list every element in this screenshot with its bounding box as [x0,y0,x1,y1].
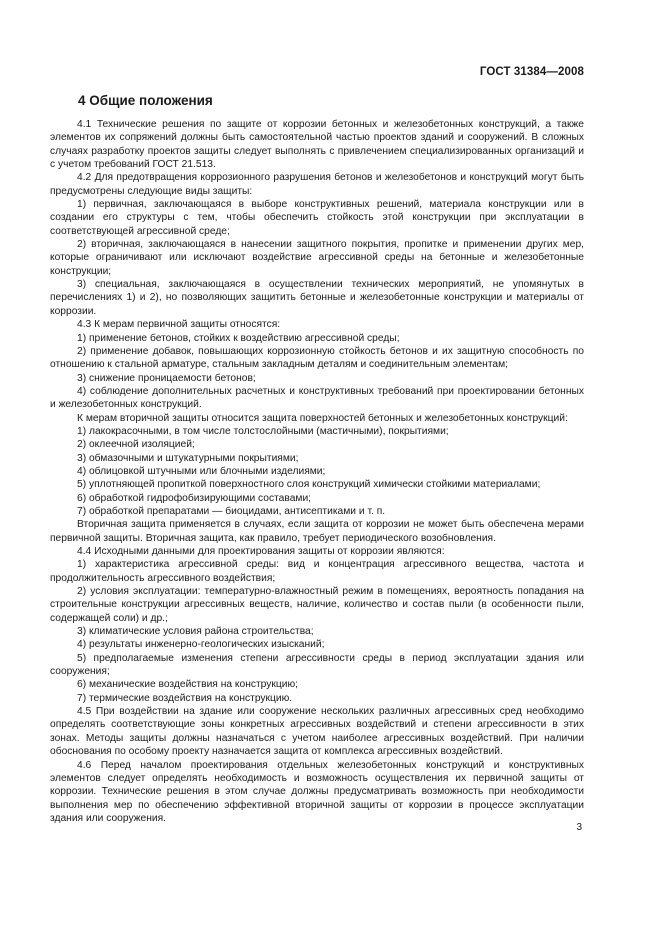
paragraph-4-5: 4.5 При воздействии на здание или сооружение нескольких различных агрессивных сред необходимо определять соответствующие зоны конкретных агрессивных воздействий и степени агрессивности в этих зонах. Методы защиты должны назначаться с учетом наиболее агрессивных воздействий. При наличии обоснования по особому проекту назначается защита от комплекса агрессивных воздействий. [50,706,584,758]
list-item: 2) применение добавок, повышающих коррозионную стойкость бетонов и их защитную способность по отношению к стальной арматуре, стальным закладным деталям и соединительным элементам; [50,345,584,371]
list-item: 3) снижение проницаемости бетонов; [77,372,256,384]
paragraph-4-2: 4.2 Для предотвращения коррозионного разрушения бетонов и железобетонов и конструкций могут быть предусмотрены следующие виды защиты: [50,172,584,197]
list-item: 5) предполагаемые изменения степени агрессивности среды в период эксплуатации здания или сооружения; [50,652,584,678]
paragraph-4-3: 4.3 К мерам первичной защиты относятся: [77,319,281,331]
list-item: 5) уплотняющей пропиткой поверхностного слоя конструкций химически стойкими материалами; [77,479,541,491]
list-item: 3) климатические условия района строительства; [77,626,314,638]
list-item: 4) соблюдение дополнительных расчетных и конструктивных требований при проектировании бетонных и железобетонных конструкций. [50,385,584,411]
list-item: 1) первичная, заключающаяся в выборе конструктивных решений, материала конструкции или в создании его структуры с тем, чтобы обеспечить стойкость этой конструкции при эксплуатации в соответствующей агрессивной среде; [50,199,584,237]
paragraph-4-6: 4.6 Перед началом проектирования отдельных железобетонных конструкций и конструктивных элементов следует определять необходимость и возможность осуществления их первичной защиты от коррозии. Технические решения в этом случае должны предусматривать возможность при необходимости выполнения мер по обеспечению эффективной вторичной защиты от коррозии в процессе эксплуатации здания или сооружения. [50,759,584,824]
paragraph-secondary-note: Вторичная защита применяется в случаях, если защита от коррозии не может быть обеспечена мерами первичной защиты. Вторичная защита, как правило, требует периодического возобновления. [50,519,584,544]
list-item: 6) обработкой гидрофобизирующими составами; [77,492,312,504]
body-text [50,118,584,825]
list-item: 1) характеристика агрессивной среды: вид и концентрация агрессивного вещества, частота и продолжительность агрессивного воздействия; [50,559,584,584]
list-item: 1) применение бетонов, стойких к воздействию агрессивной среды; [77,332,400,344]
paragraph-secondary-protection: К мерам вторичной защиты относится защита поверхностей бетонных и железобетонных конструкций: [77,412,568,424]
list-item: 2) вторичная, заключающаяся в нанесении защитного покрытия, пропитке и применении других мер, которые ограничивают или исключают воздействие агрессивной среды на бетонные и железобетонные конструкции; [50,239,584,277]
list-item: 2) условия эксплуатации: температурно-влажностный режим в помещениях, вероятность попадания на строительные конструкции агрессивных веществ, наличие, количество и состав пыли (в особенности пыли, содержащей соли) и др.; [50,586,584,624]
paragraph-4-4: 4.4 Исходными данными для проектирования защиты от коррозии являются: [77,546,445,557]
list-item: 7) термические воздействия на конструкцию. [77,692,293,704]
list-item: 2) оклеечной изоляцией; [77,439,195,451]
section-title: 4 Общие положения [78,93,213,108]
list-item: 3) специальная, заключающаяся в осуществлении технических мероприятий, не упомянутых в перечислениях 1) и 2), но позволяющих защитить бетонные и железобетонные конструкции и материалы от коррозии. [50,279,584,317]
document-code: ГОСТ 31384—2008 [479,66,584,78]
page-number: 3 [576,822,582,833]
list-item: 6) механические воздействия на конструкцию; [77,679,299,691]
list-item: 3) обмазочными и штукатурными покрытиями; [77,452,299,464]
list-item: 7) обработкой препаратами — биоцидами, антисептиками и т. п. [77,505,386,517]
list-item: 4) облицовкой штучными или блочными изделиями; [77,465,326,477]
list-item: 1) лакокрасочными, в том числе толстослойными (мастичными), покрытиями; [77,425,449,437]
paragraph-4-1: 4.1 Технические решения по защите от коррозии бетонных и железобетонных конструкций, а также элементов их сопряжений должны быть самостоятельной частью проектов зданий и сооружений. В сложных случаях разработку проектов защиты следует выполнять с привлечением специализированных организаций и с учетом требований ГОСТ 21.513. [50,119,584,171]
list-item: 4) результаты инженерно-геологических изысканий; [77,639,325,651]
